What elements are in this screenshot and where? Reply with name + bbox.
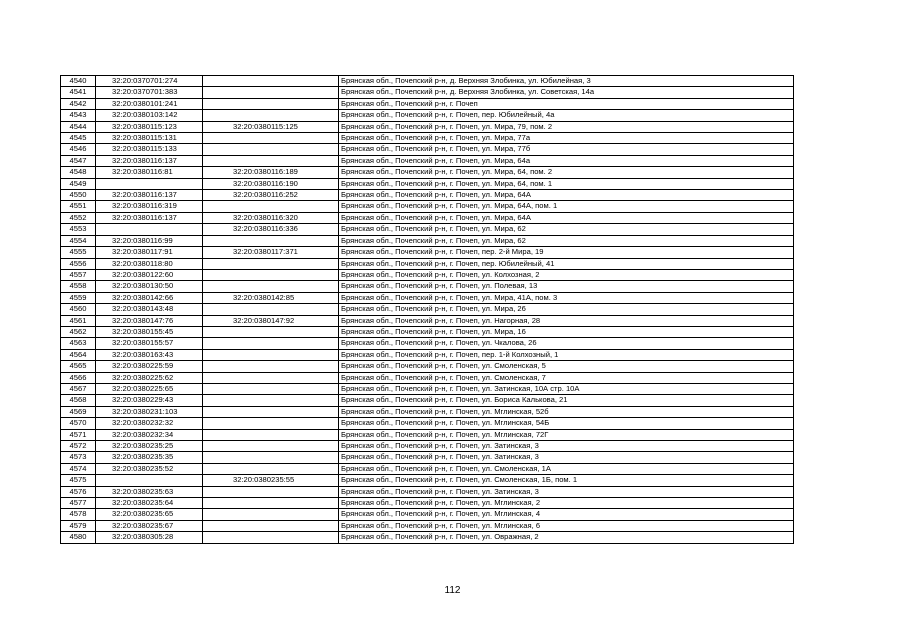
cadastral-number-cell: 32:20:0380115:123: [96, 121, 203, 132]
table-row: [61, 441, 794, 452]
cadastral-number-cell: 32:20:0380225:62: [96, 372, 203, 383]
address-cell: Брянская обл., Почепский р-н, д. Верхняя Злобинка, ул. Советская, 14а: [339, 87, 794, 98]
related-cadastral-number-cell: 32:20:0380235:55: [203, 475, 339, 486]
registry-table: [60, 75, 794, 544]
related-cadastral-number-cell: [203, 486, 339, 497]
cadastral-number-cell: 32:20:0380103:142: [96, 110, 203, 121]
related-cadastral-number-cell: [203, 269, 339, 280]
table-row: [61, 532, 794, 543]
row-number-cell: 4560: [61, 304, 96, 315]
address-cell: Брянская обл., Почепский р-н, д. Верхняя Злобинка, ул. Юбилейная, 3: [339, 76, 794, 87]
cadastral-number-cell: [96, 178, 203, 189]
row-number-cell: 4549: [61, 178, 96, 189]
table-row: [61, 326, 794, 337]
table-row: [61, 292, 794, 303]
table-row: [61, 361, 794, 372]
cadastral-number-cell: 32:20:0380118:80: [96, 258, 203, 269]
cadastral-number-cell: 32:20:0370701:383: [96, 87, 203, 98]
related-cadastral-number-cell: 32:20:0380147:92: [203, 315, 339, 326]
cadastral-number-cell: 32:20:0380163:43: [96, 349, 203, 360]
address-cell: Брянская обл., Почепский р-н, г. Почеп, ул. Мира, 64а: [339, 155, 794, 166]
table-row: [61, 87, 794, 98]
registry-table-container: [60, 75, 793, 544]
address-cell: Брянская обл., Почепский р-н, г. Почеп, ул. Мира, 62: [339, 224, 794, 235]
table-row: [61, 121, 794, 132]
cadastral-number-cell: 32:20:0380130:50: [96, 281, 203, 292]
related-cadastral-number-cell: [203, 395, 339, 406]
address-cell: Брянская обл., Почепский р-н, г. Почеп, ул. Смоленская, 5: [339, 361, 794, 372]
address-cell: Брянская обл., Почепский р-н, г. Почеп, пер. 1-й Колхозный, 1: [339, 349, 794, 360]
table-row: [61, 269, 794, 280]
address-cell: Брянская обл., Почепский р-н, г. Почеп, ул. Смоленская, 1Б, пом. 1: [339, 475, 794, 486]
table-row: [61, 304, 794, 315]
row-number-cell: 4556: [61, 258, 96, 269]
row-number-cell: 4541: [61, 87, 96, 98]
cadastral-number-cell: 32:20:0380122:60: [96, 269, 203, 280]
row-number-cell: 4554: [61, 235, 96, 246]
row-number-cell: 4571: [61, 429, 96, 440]
row-number-cell: 4553: [61, 224, 96, 235]
related-cadastral-number-cell: 32:20:0380116:189: [203, 167, 339, 178]
row-number-cell: 4578: [61, 509, 96, 520]
address-cell: Брянская обл., Почепский р-н, г. Почеп, ул. Затинская, 10А стр. 10А: [339, 383, 794, 394]
row-number-cell: 4557: [61, 269, 96, 280]
row-number-cell: 4572: [61, 441, 96, 452]
cadastral-number-cell: 32:20:0380117:91: [96, 247, 203, 258]
address-cell: Брянская обл., Почепский р-н, г. Почеп, ул. Мира, 77б: [339, 144, 794, 155]
cadastral-number-cell: 32:20:0380229:43: [96, 395, 203, 406]
related-cadastral-number-cell: [203, 326, 339, 337]
table-row: [61, 133, 794, 144]
cadastral-number-cell: 32:20:0380235:35: [96, 452, 203, 463]
address-cell: Брянская обл., Почепский р-н, г. Почеп, ул. Мглинская, 72Г: [339, 429, 794, 440]
related-cadastral-number-cell: [203, 201, 339, 212]
page-number: 112: [444, 585, 461, 596]
cadastral-number-cell: 32:20:0380143:48: [96, 304, 203, 315]
address-cell: Брянская обл., Почепский р-н, г. Почеп, ул. Чкалова, 26: [339, 338, 794, 349]
row-number-cell: 4574: [61, 463, 96, 474]
table-row: [61, 406, 794, 417]
table-row: [61, 235, 794, 246]
table-row: [61, 486, 794, 497]
related-cadastral-number-cell: [203, 452, 339, 463]
address-cell: Брянская обл., Почепский р-н, г. Почеп, пер. 2-й Мира, 19: [339, 247, 794, 258]
table-row: [61, 98, 794, 109]
row-number-cell: 4580: [61, 532, 96, 543]
table-row: [61, 201, 794, 212]
row-number-cell: 4550: [61, 190, 96, 201]
related-cadastral-number-cell: 32:20:0380116:320: [203, 212, 339, 223]
row-number-cell: 4555: [61, 247, 96, 258]
row-number-cell: 4579: [61, 520, 96, 531]
cadastral-number-cell: 32:20:0380235:65: [96, 509, 203, 520]
related-cadastral-number-cell: [203, 281, 339, 292]
related-cadastral-number-cell: [203, 87, 339, 98]
table-row: [61, 475, 794, 486]
address-cell: Брянская обл., Почепский р-н, г. Почеп, ул. Мира, 41А, пом. 3: [339, 292, 794, 303]
related-cadastral-number-cell: [203, 418, 339, 429]
row-number-cell: 4547: [61, 155, 96, 166]
cadastral-number-cell: 32:20:0380116:137: [96, 190, 203, 201]
row-number-cell: 4544: [61, 121, 96, 132]
related-cadastral-number-cell: [203, 520, 339, 531]
table-row: [61, 383, 794, 394]
cadastral-number-cell: 32:20:0380231:103: [96, 406, 203, 417]
row-number-cell: 4545: [61, 133, 96, 144]
cadastral-number-cell: 32:20:0380232:34: [96, 429, 203, 440]
table-row: [61, 418, 794, 429]
row-number-cell: 4577: [61, 498, 96, 509]
table-row: [61, 349, 794, 360]
related-cadastral-number-cell: 32:20:0380117:371: [203, 247, 339, 258]
address-cell: Брянская обл., Почепский р-н, г. Почеп, ул. Мглинская, 52б: [339, 406, 794, 417]
table-row: [61, 372, 794, 383]
address-cell: Брянская обл., Почепский р-н, г. Почеп, ул. Мглинская, 2: [339, 498, 794, 509]
cadastral-number-cell: 32:20:0380235:52: [96, 463, 203, 474]
related-cadastral-number-cell: [203, 235, 339, 246]
address-cell: Брянская обл., Почепский р-н, г. Почеп, ул. Мира, 64, пом. 1: [339, 178, 794, 189]
address-cell: Брянская обл., Почепский р-н, г. Почеп, ул. Нагорная, 28: [339, 315, 794, 326]
table-row: [61, 338, 794, 349]
address-cell: Брянская обл., Почепский р-н, г. Почеп, ул. Мира, 64А, пом. 1: [339, 201, 794, 212]
cadastral-number-cell: 32:20:0380101:241: [96, 98, 203, 109]
related-cadastral-number-cell: [203, 155, 339, 166]
cadastral-number-cell: 32:20:0380155:57: [96, 338, 203, 349]
table-row: [61, 452, 794, 463]
row-number-cell: 4561: [61, 315, 96, 326]
address-cell: Брянская обл., Почепский р-н, г. Почеп, ул. Смоленская, 1А: [339, 463, 794, 474]
table-row: [61, 258, 794, 269]
table-row: [61, 190, 794, 201]
address-cell: Брянская обл., Почепский р-н, г. Почеп, ул. Мглинская, 6: [339, 520, 794, 531]
table-row: [61, 429, 794, 440]
row-number-cell: 4552: [61, 212, 96, 223]
table-row: [61, 247, 794, 258]
cadastral-number-cell: 32:20:0380116:137: [96, 155, 203, 166]
address-cell: Брянская обл., Почепский р-н, г. Почеп, ул. Мира, 64А: [339, 190, 794, 201]
related-cadastral-number-cell: 32:20:0380116:190: [203, 178, 339, 189]
address-cell: Брянская обл., Почепский р-н, г. Почеп, ул. Смоленская, 7: [339, 372, 794, 383]
cadastral-number-cell: 32:20:0380115:131: [96, 133, 203, 144]
table-row: [61, 463, 794, 474]
table-row: [61, 395, 794, 406]
row-number-cell: 4542: [61, 98, 96, 109]
row-number-cell: 4576: [61, 486, 96, 497]
related-cadastral-number-cell: [203, 133, 339, 144]
row-number-cell: 4546: [61, 144, 96, 155]
cadastral-number-cell: 32:20:0370701:274: [96, 76, 203, 87]
row-number-cell: 4566: [61, 372, 96, 383]
row-number-cell: 4548: [61, 167, 96, 178]
row-number-cell: 4562: [61, 326, 96, 337]
related-cadastral-number-cell: 32:20:0380142:85: [203, 292, 339, 303]
cadastral-number-cell: 32:20:0380116:99: [96, 235, 203, 246]
address-cell: Брянская обл., Почепский р-н, г. Почеп, ул. Овражная, 2: [339, 532, 794, 543]
row-number-cell: 4564: [61, 349, 96, 360]
related-cadastral-number-cell: [203, 509, 339, 520]
address-cell: Брянская обл., Почепский р-н, г. Почеп, ул. Мира, 64А: [339, 212, 794, 223]
cadastral-number-cell: 32:20:0380235:63: [96, 486, 203, 497]
table-row: [61, 144, 794, 155]
address-cell: Брянская обл., Почепский р-н, г. Почеп, пер. Юбилейный, 4а: [339, 110, 794, 121]
table-row: [61, 509, 794, 520]
related-cadastral-number-cell: [203, 532, 339, 543]
cadastral-number-cell: 32:20:0380115:133: [96, 144, 203, 155]
related-cadastral-number-cell: [203, 361, 339, 372]
row-number-cell: 4573: [61, 452, 96, 463]
cadastral-number-cell: 32:20:0380225:65: [96, 383, 203, 394]
related-cadastral-number-cell: [203, 76, 339, 87]
cadastral-number-cell: [96, 224, 203, 235]
related-cadastral-number-cell: [203, 463, 339, 474]
address-cell: Брянская обл., Почепский р-н, г. Почеп, ул. Затинская, 3: [339, 486, 794, 497]
table-row: [61, 178, 794, 189]
address-cell: Брянская обл., Почепский р-н, г. Почеп, ул. Мира, 26: [339, 304, 794, 315]
cadastral-number-cell: 32:20:0380235:67: [96, 520, 203, 531]
row-number-cell: 4551: [61, 201, 96, 212]
row-number-cell: 4568: [61, 395, 96, 406]
address-cell: Брянская обл., Почепский р-н, г. Почеп, ул. Затинская, 3: [339, 441, 794, 452]
address-cell: Брянская обл., Почепский р-н, г. Почеп, ул. Мира, 77а: [339, 133, 794, 144]
address-cell: Брянская обл., Почепский р-н, г. Почеп, пер. Юбилейный, 41: [339, 258, 794, 269]
cadastral-number-cell: 32:20:0380116:137: [96, 212, 203, 223]
related-cadastral-number-cell: 32:20:0380115:125: [203, 121, 339, 132]
address-cell: Брянская обл., Почепский р-н, г. Почеп, ул. Мира, 62: [339, 235, 794, 246]
row-number-cell: 4567: [61, 383, 96, 394]
table-row: [61, 155, 794, 166]
row-number-cell: 4575: [61, 475, 96, 486]
related-cadastral-number-cell: [203, 110, 339, 121]
row-number-cell: 4559: [61, 292, 96, 303]
address-cell: Брянская обл., Почепский р-н, г. Почеп, ул. Мира, 64, пом. 2: [339, 167, 794, 178]
table-row: [61, 110, 794, 121]
related-cadastral-number-cell: [203, 429, 339, 440]
row-number-cell: 4563: [61, 338, 96, 349]
cadastral-number-cell: 32:20:0380225:59: [96, 361, 203, 372]
address-cell: Брянская обл., Почепский р-н, г. Почеп, ул. Мира, 16: [339, 326, 794, 337]
address-cell: Брянская обл., Почепский р-н, г. Почеп, ул. Затинская, 3: [339, 452, 794, 463]
table-row: [61, 76, 794, 87]
cadastral-number-cell: [96, 475, 203, 486]
related-cadastral-number-cell: [203, 338, 339, 349]
cadastral-number-cell: 32:20:0380142:66: [96, 292, 203, 303]
cadastral-number-cell: 32:20:0380155:45: [96, 326, 203, 337]
row-number-cell: 4558: [61, 281, 96, 292]
table-row: [61, 315, 794, 326]
address-cell: Брянская обл., Почепский р-н, г. Почеп: [339, 98, 794, 109]
cadastral-number-cell: 32:20:0380116:81: [96, 167, 203, 178]
table-row: [61, 281, 794, 292]
row-number-cell: 4565: [61, 361, 96, 372]
table-row: [61, 498, 794, 509]
registry-table-body: [61, 76, 794, 544]
related-cadastral-number-cell: [203, 498, 339, 509]
address-cell: Брянская обл., Почепский р-н, г. Почеп, ул. Мира, 79, пом. 2: [339, 121, 794, 132]
related-cadastral-number-cell: [203, 304, 339, 315]
cadastral-number-cell: 32:20:0380235:25: [96, 441, 203, 452]
related-cadastral-number-cell: [203, 406, 339, 417]
cadastral-number-cell: 32:20:0380235:64: [96, 498, 203, 509]
related-cadastral-number-cell: [203, 383, 339, 394]
table-row: [61, 520, 794, 531]
address-cell: Брянская обл., Почепский р-н, г. Почеп, ул. Полевая, 13: [339, 281, 794, 292]
related-cadastral-number-cell: [203, 349, 339, 360]
table-row: [61, 167, 794, 178]
address-cell: Брянская обл., Почепский р-н, г. Почеп, ул. Колхозная, 2: [339, 269, 794, 280]
row-number-cell: 4569: [61, 406, 96, 417]
cadastral-number-cell: 32:20:0380116:319: [96, 201, 203, 212]
address-cell: Брянская обл., Почепский р-н, г. Почеп, ул. Мглинская, 54Б: [339, 418, 794, 429]
row-number-cell: 4570: [61, 418, 96, 429]
table-row: [61, 212, 794, 223]
related-cadastral-number-cell: 32:20:0380116:336: [203, 224, 339, 235]
related-cadastral-number-cell: [203, 372, 339, 383]
related-cadastral-number-cell: [203, 441, 339, 452]
row-number-cell: 4540: [61, 76, 96, 87]
related-cadastral-number-cell: [203, 258, 339, 269]
cadastral-number-cell: 32:20:0380305:28: [96, 532, 203, 543]
related-cadastral-number-cell: [203, 98, 339, 109]
table-row: [61, 224, 794, 235]
cadastral-number-cell: 32:20:0380232:32: [96, 418, 203, 429]
cadastral-number-cell: 32:20:0380147:76: [96, 315, 203, 326]
address-cell: Брянская обл., Почепский р-н, г. Почеп, ул. Мглинская, 4: [339, 509, 794, 520]
related-cadastral-number-cell: [203, 144, 339, 155]
related-cadastral-number-cell: 32:20:0380116:252: [203, 190, 339, 201]
address-cell: Брянская обл., Почепский р-н, г. Почеп, ул. Бориса Калькова, 21: [339, 395, 794, 406]
row-number-cell: 4543: [61, 110, 96, 121]
